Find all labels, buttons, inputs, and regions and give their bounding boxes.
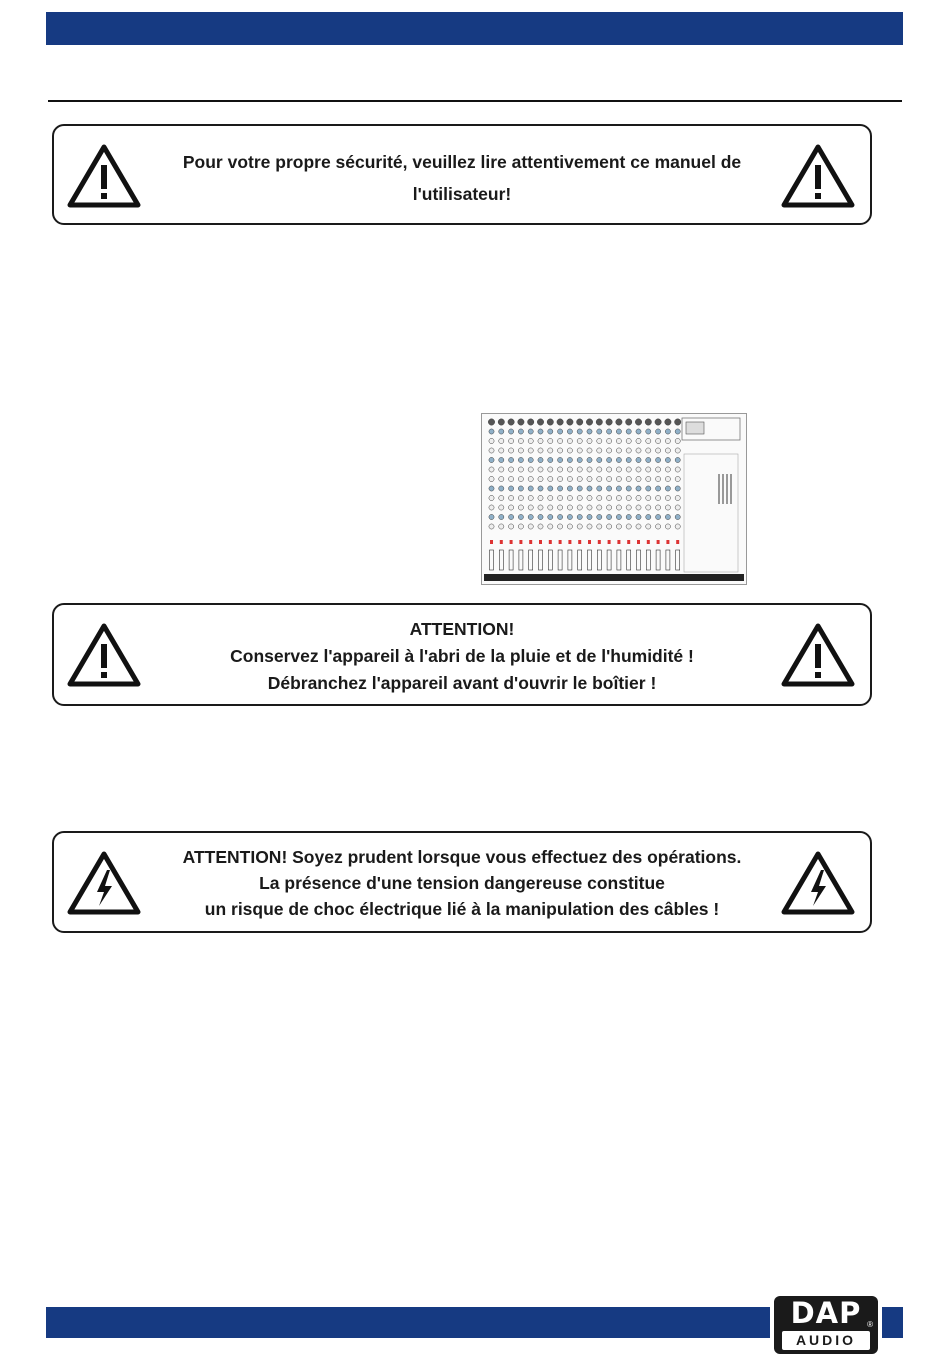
electric-shock-text: ATTENTION! Soyez prudent lorsque vous effectuez des opérations. La présence d'une tension dangereuse constitue un risque de choc électrique lié à la manipulation des câbles !: [182, 847, 742, 919]
warning-triangle-icon: [66, 622, 142, 688]
logo-audio-text: AUDIO: [782, 1331, 870, 1350]
mixer-meter: [730, 474, 732, 504]
mixer-meter: [722, 474, 724, 504]
safety-notice-text: Pour votre propre sécurité, veuillez lire attentivement ce manuel de l'utilisateur!: [182, 152, 742, 204]
mixer-meter: [726, 474, 728, 504]
header-rule: [48, 100, 902, 102]
electric-shock-box: [52, 831, 872, 933]
warning-triangle-icon: [66, 143, 142, 209]
attention-moisture-box: [52, 603, 872, 706]
registered-mark: ®: [867, 1320, 873, 1329]
warning-triangle-icon: [780, 143, 856, 209]
mixer-console-illustration: [481, 413, 747, 585]
header-bar: [46, 12, 903, 45]
dap-audio-logo: [770, 1292, 882, 1358]
electric-shock-icon: [66, 850, 142, 916]
safety-notice-box: [52, 124, 872, 225]
electric-shock-icon: [780, 850, 856, 916]
logo-dap-text: DAP: [790, 1296, 862, 1330]
attention-moisture-text: ATTENTION! Conservez l'appareil à l'abri de la pluie et de l'humidité ! Débranchez l'appareil avant d'ouvrir le boîtier !: [230, 619, 694, 693]
warning-triangle-icon: [780, 622, 856, 688]
mixer-meter: [718, 474, 720, 504]
